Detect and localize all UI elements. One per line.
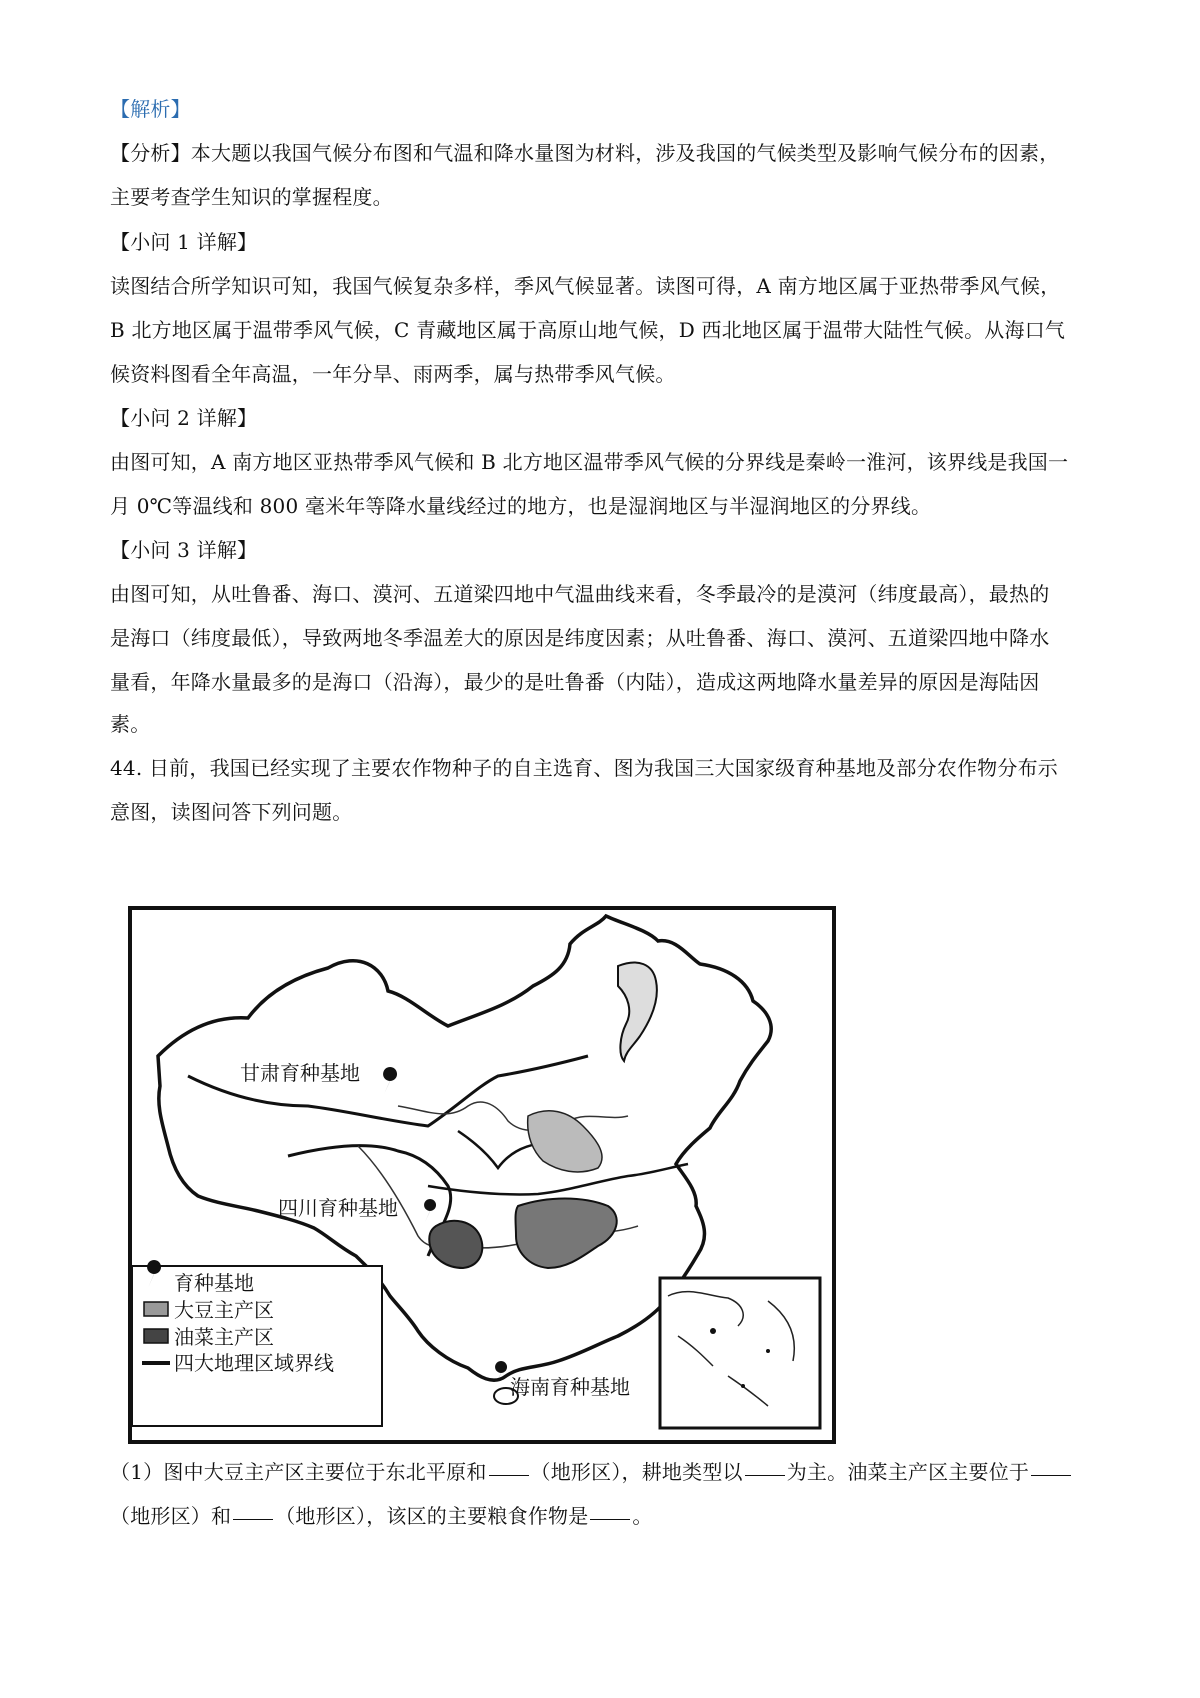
inset-island bbox=[741, 1384, 745, 1388]
q3-line-3: 量看，年降水量最多的是海口（沿海），最少的是吐鲁番（内陆），造成这两地降水量差异的原因是海陆因 bbox=[110, 670, 1040, 694]
q1-line-2: B 北方地区属于温带季风气候，C 青藏地区属于高原山地气候，D 西北地区属于温带大陆性气候。从海口气 bbox=[110, 318, 1066, 342]
legend-rapeseed-swatch bbox=[144, 1329, 168, 1343]
legend-breeding-base: 育种基地 bbox=[174, 1271, 254, 1295]
blank-terrain-2[interactable] bbox=[1031, 1475, 1071, 1476]
q1-part-d: （地形区）和 bbox=[110, 1504, 232, 1528]
fenxi-line-1: 【分析】本大题以我国气候分布图和气温和降水量图为材料，涉及我国的气候类型及影响气候分布的因素， bbox=[110, 141, 1060, 165]
inset-island bbox=[766, 1349, 770, 1353]
map-svg bbox=[128, 906, 838, 1446]
q1-part-e: （地形区），该区的主要粮食作物是 bbox=[275, 1504, 589, 1528]
q1-part-b: （地形区），耕地类型以 bbox=[530, 1460, 743, 1484]
q1-question-line-1 bbox=[110, 1456, 1100, 1485]
q2-heading: 【小问 2 详解】 bbox=[110, 406, 258, 430]
south-china-sea-inset bbox=[660, 1278, 820, 1428]
q1-part-a: （1）图中大豆主产区主要位于东北平原和 bbox=[110, 1460, 487, 1484]
q3-line-4: 素。 bbox=[110, 712, 151, 736]
sichuan-label: 四川育种基地 bbox=[278, 1196, 398, 1220]
legend-soybean: 大豆主产区 bbox=[174, 1298, 274, 1322]
legend-soybean-swatch bbox=[144, 1302, 168, 1316]
fenxi-line-2: 主要考查学生知识的掌握程度。 bbox=[110, 185, 393, 209]
legend-boundary: 四大地理区域界线 bbox=[174, 1351, 334, 1375]
q3-line-2: 是海口（纬度最低），导致两地冬季温差大的原因是纬度因素；从吐鲁番、海口、漠河、五道梁四地中降水 bbox=[110, 626, 1050, 650]
q1-part-f: 。 bbox=[632, 1504, 653, 1528]
blank-farmland-type[interactable] bbox=[745, 1475, 785, 1476]
legend-rapeseed: 油菜主产区 bbox=[174, 1325, 274, 1349]
q2-line-2: 月 0℃等温线和 800 毫米年等降水量线经过的地方，也是湿润地区与半湿润地区的分界线。 bbox=[110, 494, 932, 518]
blank-grain-crop[interactable] bbox=[590, 1519, 630, 1520]
q1-question-line-2 bbox=[110, 1500, 1100, 1529]
blank-terrain-1[interactable] bbox=[489, 1475, 529, 1476]
q44-line-1: 44. 日前，我国已经实现了主要农作物种子的自主选育、图为我国三大国家级育种基地及部分农作物分布示 bbox=[110, 756, 1058, 780]
q1-heading: 【小问 1 详解】 bbox=[110, 230, 258, 254]
q3-heading: 【小问 3 详解】 bbox=[110, 538, 258, 562]
q1-line-3: 候资料图看全年高温，一年分旱、雨两季，属与热带季风气候。 bbox=[110, 362, 676, 386]
q2-line-1: 由图可知，A 南方地区亚热带季风气候和 B 北方地区温带季风气候的分界线是秦岭一淮河，该界线是我国一 bbox=[110, 450, 1069, 474]
hainan-label: 海南育种基地 bbox=[510, 1375, 630, 1399]
q1-part-c: 为主。油菜主产区主要位于 bbox=[786, 1460, 1030, 1484]
analysis-heading: 【解析】 bbox=[110, 97, 191, 121]
blank-terrain-3[interactable] bbox=[233, 1519, 273, 1520]
q44-line-2: 意图，读图问答下列问题。 bbox=[110, 800, 353, 824]
q1-line-1: 读图结合所学知识可知，我国气候复杂多样，季风气候显著。读图可得，A 南方地区属于亚热带季风气候， bbox=[110, 274, 1061, 298]
inset-island bbox=[710, 1328, 716, 1334]
gansu-label: 甘肃育种基地 bbox=[240, 1061, 360, 1085]
china-breeding-map bbox=[128, 906, 838, 1446]
q3-line-1: 由图可知，从吐鲁番、海口、漠河、五道梁四地中气温曲线来看，冬季最冷的是漠河（纬度最高），最热的 bbox=[110, 582, 1050, 606]
